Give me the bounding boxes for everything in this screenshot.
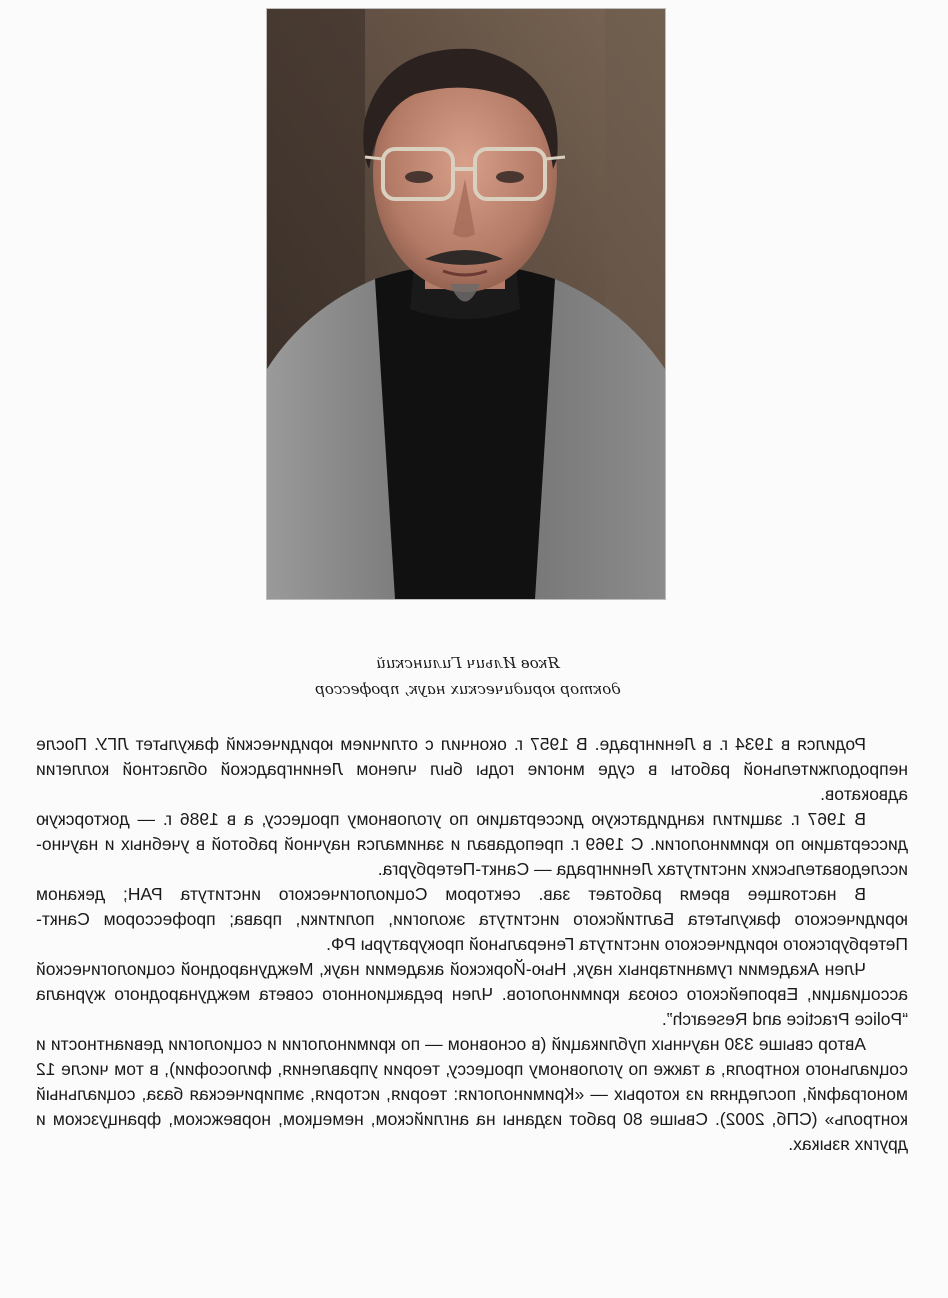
biography-paragraph: Член Академии гуманитарных наук, Нью-Йоркской академии наук, Международной социологической ассоциации, Европейского союза криминологов. Член редакционного совета международного журнала “Police Practice and Research”.	[36, 959, 908, 1029]
author-title: доктор юридических наук, профессор	[315, 680, 621, 698]
portrait-photo	[266, 8, 666, 600]
author-name: Яков Ильич Гилинский	[376, 654, 560, 672]
biography-paragraph: В 1967 г. защитил кандидатскую диссертацию по уголовному процессу, а в 1986 г. — докторскую диссертацию по криминологии. С 1969 г. преподавал и занимался научной работой в учебных и научно-исследовательских институтах Ленинграда — Санкт-Петербурга.	[36, 809, 908, 879]
portrait-illustration	[267, 9, 665, 599]
bleed-through-background	[8, 420, 268, 620]
biography-paragraph: В настоящее время работает зав. сектором Социологического института РАН; деканом юридического факультета Балтийского института экологии, политики, права; профессором Санкт-Петербургского юридического института Генеральной прокуратуры РФ.	[36, 884, 908, 954]
biography-text	[36, 732, 908, 1157]
biography-paragraph: Автор свыше 330 научных публикаций (в основном — по криминологии и социологии девиантности и социального контроля, а также по уголовному процессу, теории управления, философии), в том числе 12 монографий, последняя из которых — «Криминология: теория, история, эмпирическая база, социальный контроль» (СПб, 2002). Свыше 80 работ изданы на английском, немецком, норвежском, французском и других языках.	[36, 1034, 908, 1154]
biography-paragraph: Родился в 1934 г. в Ленинграде. В 1957 г. окончил с отличием юридический факультет ЛГУ. После непродолжительной работы в суде многие годы был членом Ленинградской областной коллегии адвокатов.	[36, 734, 908, 804]
